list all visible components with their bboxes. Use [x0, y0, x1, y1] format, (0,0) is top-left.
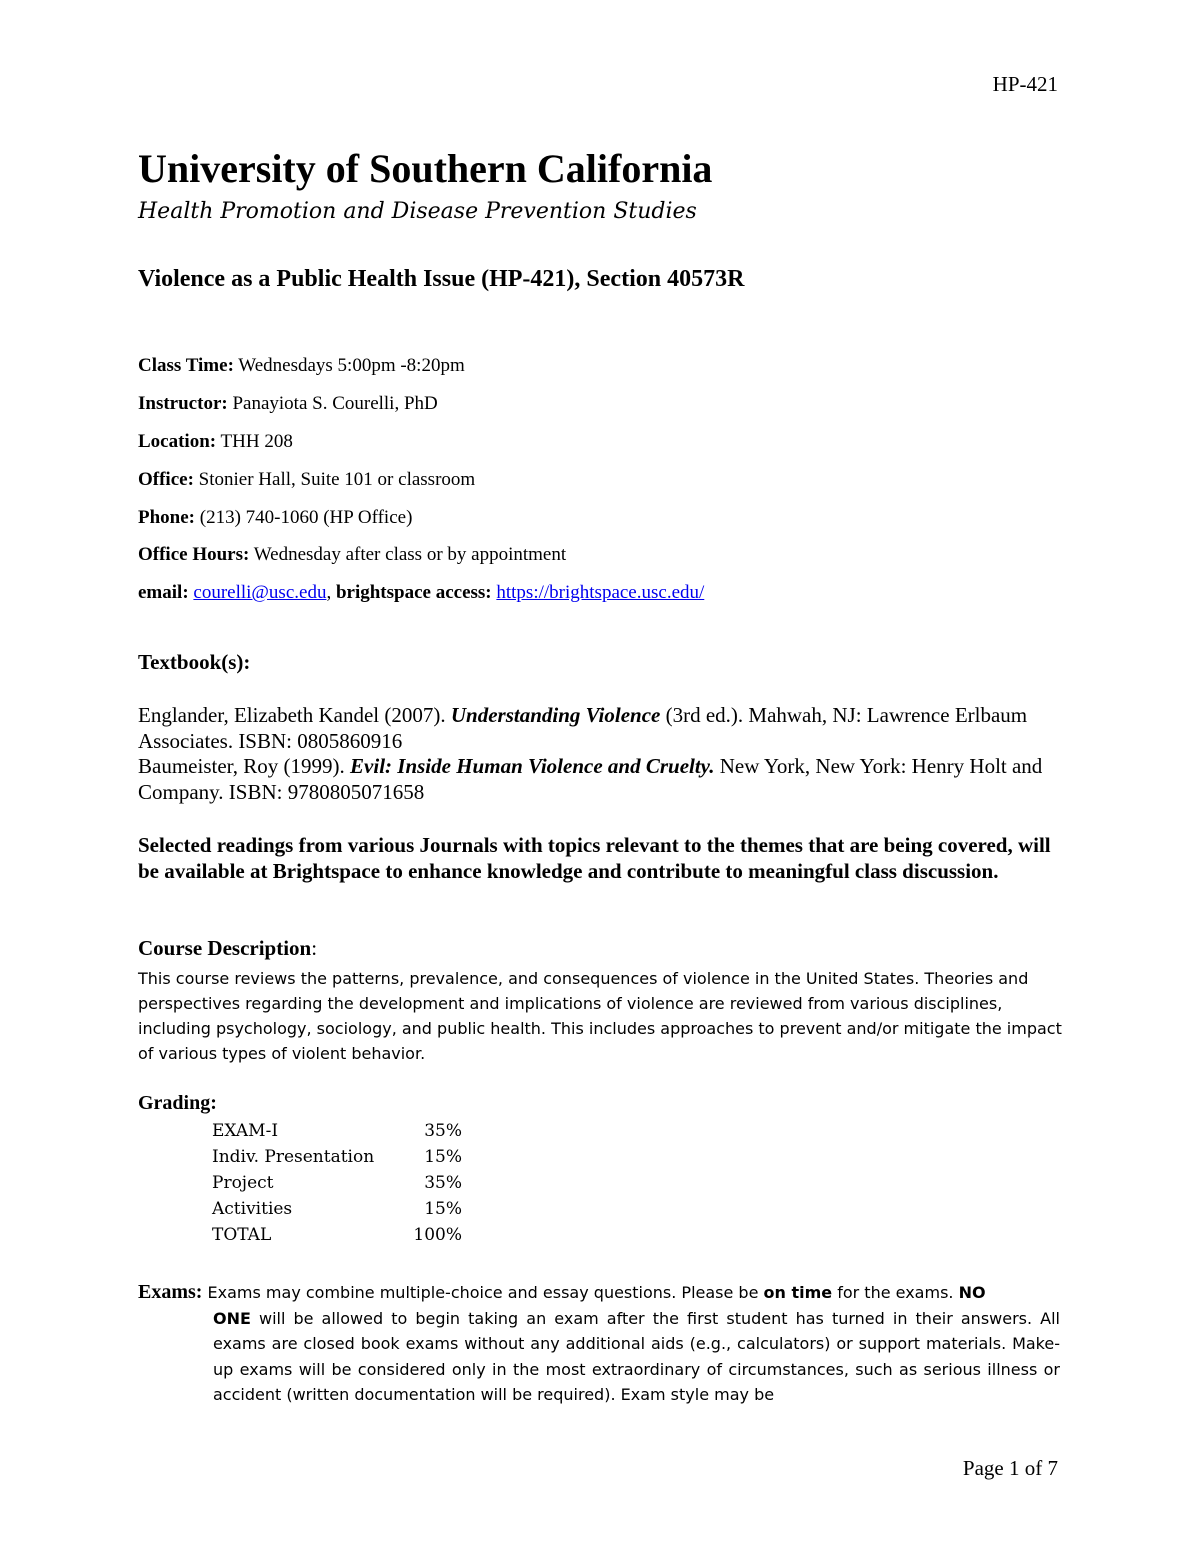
- class-time-value: Wednesdays 5:00pm -8:20pm: [233, 355, 465, 376]
- grading-percent: 35%: [424, 1173, 462, 1193]
- brightspace-link[interactable]: https://brightspace.usc.edu/: [496, 582, 705, 603]
- textbook-title: Understanding Violence: [450, 703, 661, 727]
- phone-value: (213) 740-1060 (HP Office): [195, 507, 413, 528]
- grading-item: Activities: [212, 1199, 293, 1219]
- grading-item: EXAM-I: [212, 1121, 279, 1141]
- exams-text-1: Exams may combine multiple-choice and essay questions. Please be: [202, 1283, 764, 1302]
- exams-first-line: [138, 1280, 1060, 1306]
- exams-one: ONE: [213, 1308, 251, 1328]
- textbook-entry: [138, 703, 1060, 754]
- textbook-list: [138, 703, 1060, 805]
- department-title: Health Promotion and Disease Prevention Studies: [138, 199, 697, 224]
- grading-percent: 35%: [424, 1121, 462, 1141]
- exams-body: [213, 1306, 1060, 1408]
- exams-on-time: on time: [763, 1283, 833, 1302]
- course-description-heading: [138, 936, 317, 961]
- grading-item: Indiv. Presentation: [212, 1147, 375, 1167]
- office-hours-label: Office Hours:: [138, 544, 250, 565]
- table-row: [212, 1222, 462, 1248]
- table-row: [212, 1118, 462, 1144]
- grading-item: Project: [212, 1173, 274, 1193]
- location-label: Location:: [138, 431, 217, 452]
- textbook-details: New York, New York: Henry Holt and Company. ISBN: 9780805071658: [138, 754, 1043, 804]
- email-link[interactable]: courelli@usc.edu: [193, 582, 327, 603]
- table-row: [212, 1170, 462, 1196]
- office-hours-value: Wednesday after class or by appointment: [249, 544, 567, 565]
- header-course-code: HP-421: [992, 72, 1058, 96]
- course-title: Violence as a Public Health Issue (HP-421), Section 40573R: [138, 266, 745, 292]
- instructor-label: Instructor:: [138, 393, 228, 414]
- table-row: [212, 1144, 462, 1170]
- selected-readings-note: Selected readings from various Journals with topics relevant to the themes that are being covered, will be available at Brightspace to enhance knowledge and contribute to meaningful class discussion.: [138, 833, 1051, 883]
- grading-percent: 15%: [424, 1199, 462, 1219]
- exams-no: NO: [958, 1283, 986, 1302]
- office-value: Stonier Hall, Suite 101 or classroom: [193, 469, 476, 490]
- office-label: Office:: [138, 469, 194, 490]
- class-time-line: [138, 355, 465, 377]
- exams-label: Exams:: [138, 1281, 203, 1303]
- page-number: Page 1 of 7: [962, 1456, 1058, 1480]
- textbook-title: Evil: Inside Human Violence and Cruelty.: [350, 754, 715, 778]
- grading-percent: 15%: [424, 1147, 462, 1167]
- exams-text-2: for the exams.: [832, 1283, 959, 1302]
- email-label: email:: [138, 582, 189, 603]
- table-row: [212, 1196, 462, 1222]
- university-title: University of Southern California: [138, 146, 713, 191]
- instructor-value: Panayiota S. Courelli, PhD: [227, 393, 438, 414]
- phone-line: [138, 507, 412, 529]
- location-value: THH 208: [216, 431, 293, 452]
- textbook-entry: [138, 754, 1060, 805]
- exams-section: [138, 1280, 1060, 1408]
- office-hours-line: [138, 544, 566, 566]
- exams-text-3: will be allowed to begin taking an exam after the first student has turned in their answers. All exams are closed book exams without any additional aids (e.g., calculators) or support materials. Make-up exams will be considered only in the most extraordinary of circumstances, such as serious illness or accident (written documentation will be required). Exam style may be: [213, 1308, 1060, 1404]
- textbook-author: Englander, Elizabeth Kandel (2007).: [138, 703, 451, 727]
- grading-table: [212, 1118, 462, 1248]
- textbook-author: Baumeister, Roy (1999).: [138, 754, 351, 778]
- class-time-label: Class Time:: [138, 355, 234, 376]
- email-line: [138, 582, 704, 604]
- instructor-line: [138, 393, 438, 415]
- textbook-details: (3rd ed.). Mahwah, NJ: Lawrence Erlbaum Associates. ISBN: 0805860916: [138, 703, 1028, 753]
- course-description-body: This course reviews the patterns, prevalence, and consequences of violence in the United States. Theories and perspectives regarding the development and implications of violence are reviewed from various disciplines, including psychology, sociology, and public health. This includes approaches to prevent and/or mitigate the impact of various types of violent behavior.: [138, 969, 1062, 1063]
- office-line: [138, 469, 475, 491]
- course-description-label: Course Description: [138, 936, 312, 960]
- phone-label: Phone:: [138, 507, 195, 528]
- grading-heading: Grading:: [138, 1092, 217, 1114]
- brightspace-label: brightspace access:: [335, 582, 492, 603]
- email-separator: ,: [326, 582, 336, 603]
- textbooks-heading: Textbook(s):: [138, 650, 251, 674]
- course-description-colon: :: [311, 936, 318, 960]
- grading-item: TOTAL: [212, 1225, 272, 1245]
- grading-percent: 100%: [413, 1225, 462, 1245]
- location-line: [138, 431, 293, 453]
